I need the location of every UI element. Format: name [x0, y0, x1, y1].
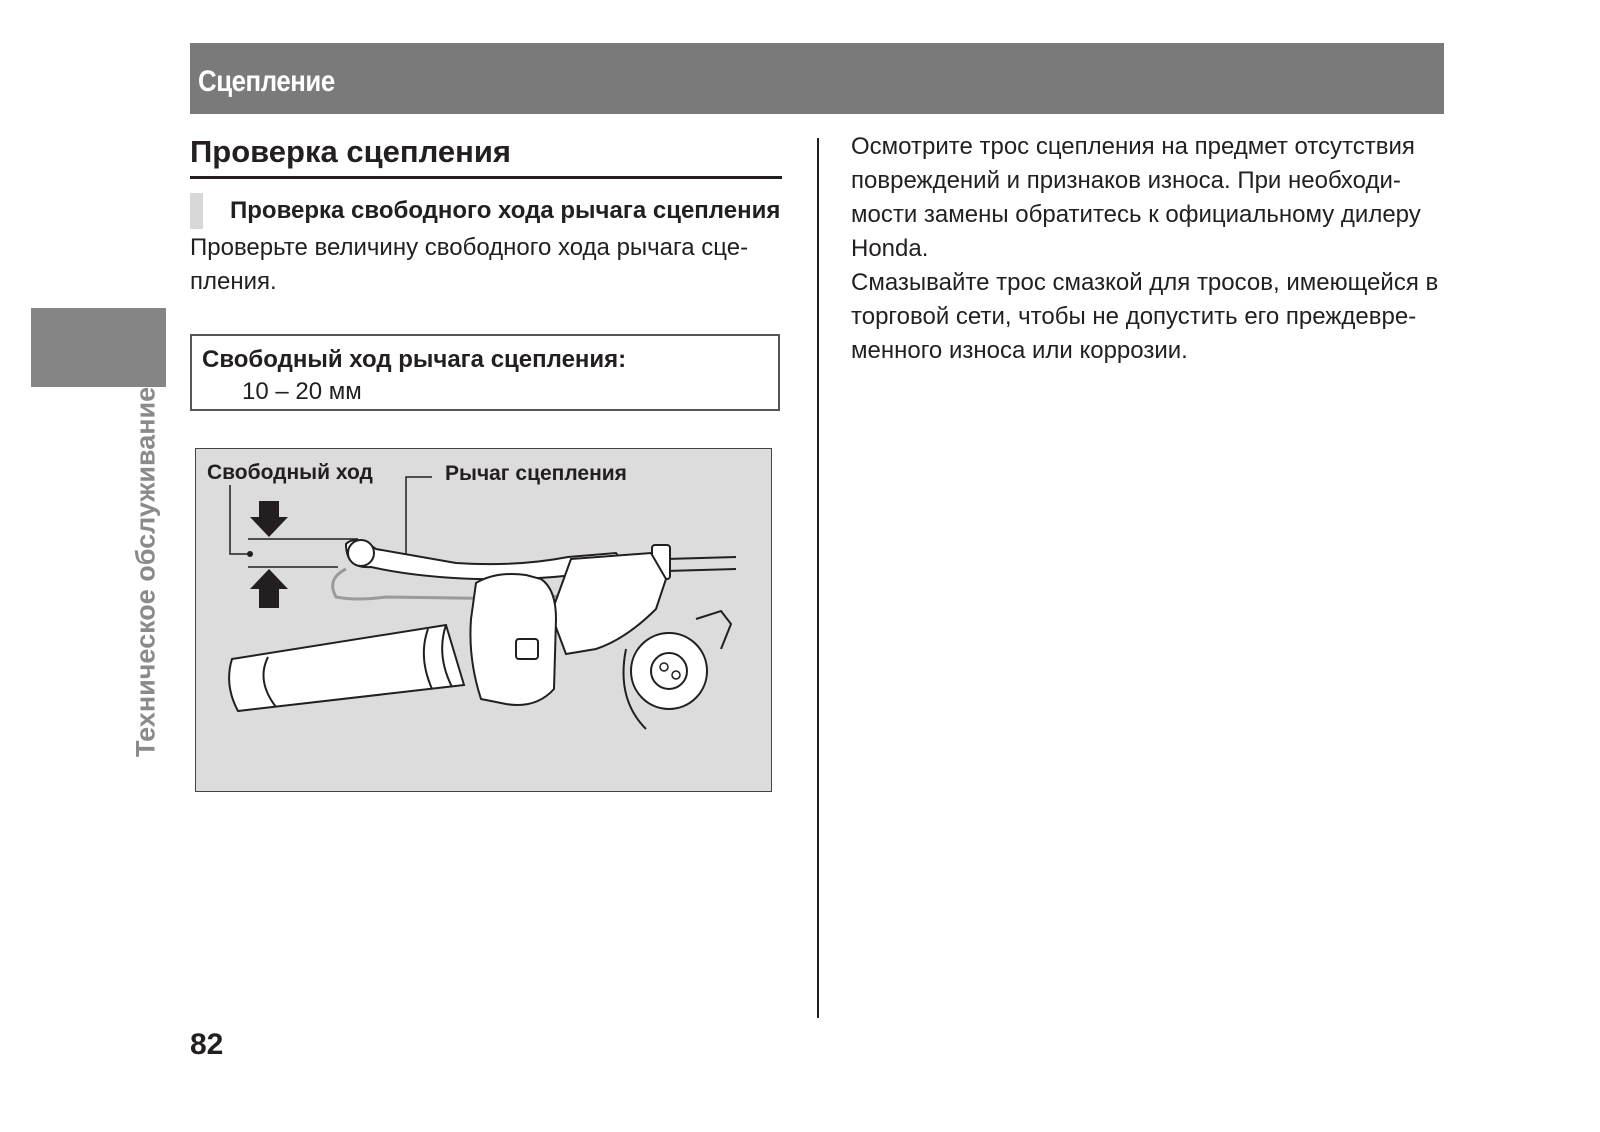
- section-title: Проверка сцепления: [190, 130, 782, 179]
- column-divider: [817, 138, 819, 1018]
- right-line-2: повреждений и признаков износа. При необходи-: [851, 167, 1401, 194]
- figure-label-free-play: Свободный ход: [207, 461, 373, 484]
- right-line-6: торговой сети, чтобы не допустить его преждевре-: [851, 303, 1417, 330]
- bracket: [696, 611, 731, 649]
- right-column: [851, 130, 1451, 368]
- header-bar: [190, 43, 1444, 114]
- clutch-cable: [666, 557, 736, 571]
- arrow-down-icon: [250, 501, 288, 537]
- arrow-up-icon: [250, 569, 288, 608]
- mirror-mount-inner: [651, 653, 687, 689]
- page-title: Сцепление: [198, 65, 335, 98]
- clutch-lever-illustration: [196, 449, 772, 792]
- spec-value: 10 – 20 мм: [242, 378, 362, 405]
- left-column: [190, 130, 782, 405]
- switch-button: [516, 639, 538, 659]
- intro-line-2: пления.: [190, 268, 277, 295]
- figure-label-clutch-lever: Рычаг сцепления: [445, 462, 627, 485]
- right-paragraph: [851, 130, 1451, 368]
- lever-tip: [348, 540, 374, 566]
- spec-label: Свободный ход рычага сцепления:: [202, 346, 627, 373]
- side-tab-marker: [31, 308, 166, 387]
- side-section-label: Техническое обслуживание: [130, 386, 161, 757]
- subheading-marker: [190, 193, 203, 229]
- subheading-text: Проверка свободного хода рычага сцепления: [230, 197, 781, 224]
- right-line-4: Honda.: [851, 235, 929, 262]
- clutch-lever-figure: [195, 448, 772, 792]
- callout-line-lever: [401, 477, 432, 565]
- right-line-5: Смазывайте трос смазкой для тросов, имеющейся в: [851, 269, 1439, 296]
- callout-line-free-play: [230, 485, 248, 554]
- subheading: [190, 197, 782, 231]
- intro-paragraph: [190, 231, 782, 299]
- callout-dot-free-play: [247, 551, 253, 557]
- page-number: 82: [190, 1028, 224, 1061]
- right-line-3: мости замены обратитесь к официальному дилеру: [851, 201, 1421, 228]
- switch-housing: [470, 574, 556, 705]
- spec-box: [190, 334, 780, 411]
- right-line-7: менного износа или коррозии.: [851, 337, 1188, 364]
- intro-line-1: Проверьте величину свободного хода рычага сце-: [190, 234, 749, 261]
- right-line-1: Осмотрите трос сцепления на предмет отсутствия: [851, 133, 1415, 160]
